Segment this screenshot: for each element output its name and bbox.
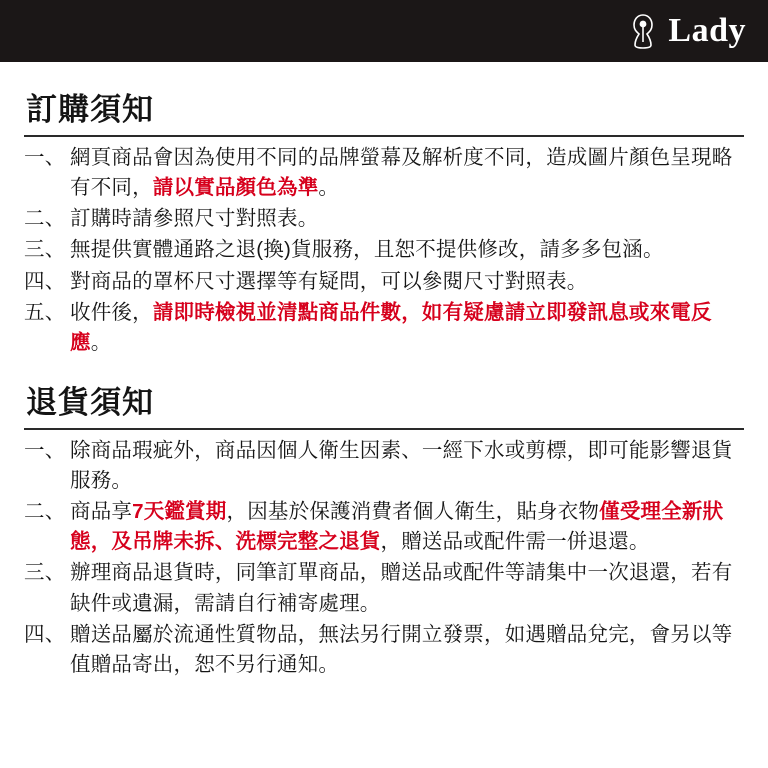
plain-text: 。 [318, 176, 340, 200]
plain-text: 無提供實體通路之退(換)貨服務，且恕不提供修改，請多多包涵。 [70, 238, 664, 262]
plain-text: 對商品的罩杯尺寸選擇等有疑問，可以參閱尺寸對照表。 [70, 269, 588, 293]
plain-text: 。 [90, 330, 112, 354]
list-item [24, 558, 744, 618]
highlighted-text: 請即時檢視並清點商品件數，如有疑慮請立即發訊息或來電反應 [70, 300, 712, 354]
list-item [24, 497, 744, 557]
highlighted-text: 僅受理全新狀態，及吊牌未拆、洗標完整之退貨 [70, 500, 724, 554]
list-item-marker: 三、 [24, 238, 66, 262]
list-item-text [70, 436, 744, 496]
brand-logo [628, 12, 746, 50]
plain-text: 收件後， [70, 300, 153, 324]
list-item-marker: 五、 [24, 300, 66, 324]
list-item-text [70, 298, 744, 358]
list-item-marker: 三、 [24, 561, 66, 585]
list-item-marker: 一、 [24, 438, 66, 462]
brand-header [0, 0, 768, 62]
page-title-return-notice: 退貨須知 [26, 384, 154, 420]
spacer [24, 359, 744, 369]
plain-text: 訂購時請參照尺寸對照表。 [70, 207, 319, 231]
page-title-order-notice: 訂購須知 [26, 92, 154, 127]
plain-text: ，因基於保護消費者個人衛生，貼身衣物 [226, 500, 600, 524]
order-notice-list [24, 143, 744, 358]
list-item-text [70, 267, 744, 297]
list-item [24, 436, 744, 496]
lady-torso-icon [628, 12, 658, 50]
divider-order [24, 135, 744, 137]
list-item-text [70, 235, 744, 265]
plain-text: 辦理商品退貨時，同筆訂單商品，贈送品或配件等請集中一次退還，若有缺件或遺漏，需請自行補寄處理。 [70, 561, 733, 615]
plain-text: 網頁商品會因為使用不同的品牌螢幕及解析度不同，造成圖片顏色呈現略有不同， [70, 146, 733, 200]
plain-text: 除商品瑕疵外，商品因個人衛生因素、一經下水或剪標，即可能影響退貨服務。 [70, 438, 733, 492]
list-item-marker: 二、 [24, 207, 66, 231]
list-item-text [70, 620, 744, 680]
brand-name: Lady [668, 12, 746, 49]
divider-return [24, 428, 744, 430]
list-item [24, 235, 744, 265]
list-item [24, 620, 744, 680]
list-item-marker: 二、 [24, 500, 66, 524]
plain-text: 贈送品屬於流通性質物品，無法另行開立發票，如遇贈品兌完，會另以等值贈品寄出，恕不另行通知。 [70, 622, 733, 676]
list-item [24, 298, 744, 358]
return-notice-list [24, 436, 744, 680]
plain-text: ，贈送品或配件需一併退還。 [380, 530, 650, 554]
list-item [24, 204, 744, 234]
list-item-text [70, 497, 744, 557]
list-item-text [70, 204, 744, 234]
list-item-marker: 四、 [24, 269, 66, 293]
list-item-marker: 一、 [24, 146, 66, 169]
list-item [24, 267, 744, 297]
plain-text: 商品享 [70, 500, 133, 524]
list-item-marker: 四、 [24, 622, 66, 646]
list-item-text [70, 143, 744, 203]
list-item-text [70, 558, 744, 618]
highlighted-text: 7天鑑賞期 [132, 500, 227, 524]
notice-content [0, 62, 768, 680]
highlighted-text: 請以實品顏色為準 [152, 176, 319, 200]
list-item [24, 143, 744, 203]
